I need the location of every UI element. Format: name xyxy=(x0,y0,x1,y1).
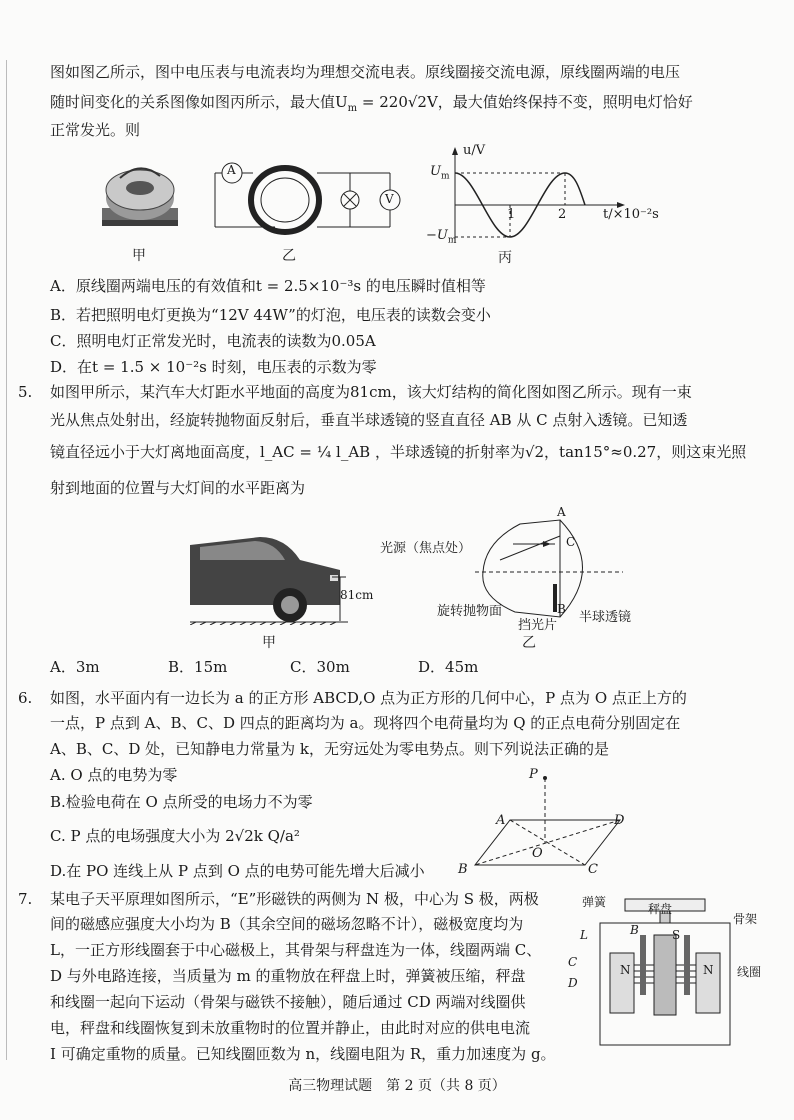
um-neg-label: $-U_m$ xyxy=(426,228,457,246)
caption-car: 甲 xyxy=(262,635,276,651)
q4-option-b: B．若把照明电灯更换为“12V 44W”的灯泡，电压表的读数会变小 xyxy=(50,306,491,324)
label-pan: 秤盘 xyxy=(648,902,673,916)
point-b: B xyxy=(557,602,566,616)
page-footer: 高三物理试题 第 2 页（共 8 页） xyxy=(288,1078,506,1094)
point-p: P xyxy=(529,767,538,782)
label-l: L xyxy=(580,928,588,942)
intro-line-2: 随时间变化的关系图像如图丙所示，最大值$U_m = 220√2V$，最大值始终保持不变，照明电灯恰好 xyxy=(50,93,693,114)
point-o: O xyxy=(532,846,543,861)
q6-line-3: A、B、C、D 处，已知静电力常量为 k，无穷远处为零电势点。则下列说法正确的是 xyxy=(50,740,609,758)
point-c6: C xyxy=(588,862,598,877)
q6-option-b: B.检验电荷在 O 点所受的电场力不为零 xyxy=(50,793,313,811)
q6-option-d: D.在 PO 连线上从 P 点到 O 点的电势可能先增大后减小 xyxy=(50,862,425,880)
q5-line-4: 射到地面的位置与大灯间的水平距离为 xyxy=(50,479,306,497)
q7-number: 7. xyxy=(18,890,33,908)
label-spring: 弹簧 xyxy=(582,895,607,909)
square-charge-figure xyxy=(465,770,635,875)
caption-lamp: 乙 xyxy=(522,635,536,651)
caption-bing: 丙 xyxy=(498,250,512,266)
voltmeter-label: V xyxy=(385,192,394,206)
q5-option-d: D．45m xyxy=(418,658,479,676)
t-axis-label: t/×10⁻²s xyxy=(603,207,659,222)
q5-number: 5. xyxy=(18,383,33,401)
um-pos-label: $U_m$ xyxy=(430,164,450,182)
q7-line-5: 和线圈一起向下运动（骨架与磁铁不接触），随后通过 CD 两端对线圈供 xyxy=(50,993,526,1011)
margin-rule xyxy=(6,60,7,1060)
point-b6: B xyxy=(458,862,468,877)
label-lens: 半球透镜 xyxy=(579,610,632,625)
q6-line-2: 一点，P 点到 A、B、C、D 四点的距离均为 a。现将四个电荷量均为 Q 的正点电荷分别固定在 xyxy=(50,714,681,732)
balance-diagram xyxy=(580,895,740,1055)
q5-line-3: 镜直径远小于大灯离地面高度，l_AC = ¼ l_AB ，半球透镜的折射率为√2，tan15°≈0.27，则这束光照 xyxy=(50,443,747,461)
point-a6: A xyxy=(496,813,506,828)
label-n-right: N xyxy=(703,963,714,977)
tick-1: 1 xyxy=(507,207,516,222)
label-b: B xyxy=(630,923,639,937)
ammeter-label: A xyxy=(227,163,236,177)
caption-jia: 甲 xyxy=(132,248,146,264)
q5-option-c: C．30m xyxy=(290,658,350,676)
q4-option-c: C．照明电灯正常发光时，电流表的读数为0.05A xyxy=(50,332,376,350)
q7-line-4: D 与外电路连接，当质量为 m 的重物放在秤盘上时，弹簧被压缩，秤盘 xyxy=(50,967,526,985)
label-parabolic-surface: 旋转抛物面 xyxy=(437,604,503,619)
q5-option-a: A．3m xyxy=(50,658,100,676)
label-s: S xyxy=(672,928,681,942)
transformer-photo xyxy=(100,158,180,238)
point-d6: D xyxy=(614,813,625,828)
label-shade: 挡光片 xyxy=(518,618,558,633)
car-figure xyxy=(190,525,350,625)
tick-2: 2 xyxy=(558,207,567,222)
label-c: C xyxy=(568,955,578,969)
q6-line-1: 如图，水平面内有一边长为 a 的正方形 ABCD,O 点为正方形的几何中心，P 点为 O 点正上方的 xyxy=(50,689,687,707)
label-coil: 线圈 xyxy=(737,965,762,979)
caption-yi: 乙 xyxy=(282,248,296,264)
q7-line-6: 电，秤盘和线圈恢复到未放重物时的位置并静止，由此时对应的供电电流 xyxy=(50,1019,531,1037)
q4-option-a: A．原线圈两端电压的有效值和t = 2.5×10⁻³s 的电压瞬时值相等 xyxy=(50,277,486,295)
q6-option-c: C. P 点的电场强度大小为 2√2k Q/a² xyxy=(50,827,300,845)
point-c: C xyxy=(566,535,576,549)
point-a: A xyxy=(557,505,566,519)
q5-line-2: 光从焦点处射出，经旋转抛物面反射后，垂直半球透镜的竖直直径 AB 从 C 点射入透镜。已知透 xyxy=(50,411,688,429)
intro-line-1: 图如图乙所示，图中电压表与电流表均为理想交流电表。原线圈接交流电源，原线圈两端的电压 xyxy=(50,63,681,81)
q7-line-7: I 可确定重物的质量。已知线圈匝数为 n，线圈电阻为 R，重力加速度为 g。 xyxy=(50,1045,556,1063)
q6-option-a: A. O 点的电势为零 xyxy=(50,766,178,784)
intro-line-3: 正常发光。则 xyxy=(50,121,141,139)
u-axis-label: u/V xyxy=(463,143,486,158)
voltage-wave-graph xyxy=(430,145,630,245)
q6-number: 6. xyxy=(18,689,33,707)
label-frame: 骨架 xyxy=(733,912,758,926)
q7-line-1: 某电子天平原理如图所示，“E”形磁铁的两侧为 N 极，中心为 S 极，两极 xyxy=(50,890,539,908)
label-d: D xyxy=(568,976,578,990)
label-n-left: N xyxy=(620,963,631,977)
q4-option-d: D．在t = 1.5 × 10⁻²s 时刻，电压表的示数为零 xyxy=(50,358,377,376)
q5-option-b: B．15m xyxy=(168,658,228,676)
car-height-label: 81cm xyxy=(340,588,374,602)
q7-line-2: 间的磁感应强度大小均为 B（其余空间的磁场忽略不计），磁极宽度均为 xyxy=(50,915,524,933)
label-light-source: 光源（焦点处） xyxy=(380,541,472,556)
q5-line-1: 如图甲所示，某汽车大灯距水平地面的高度为81cm，该大灯结构的简化图如图乙所示。现有一束 xyxy=(50,383,692,401)
q7-line-3: L，一正方形线圈套于中心磁极上，其骨架与秤盘连为一体，线圈两端 C、 xyxy=(50,941,542,959)
